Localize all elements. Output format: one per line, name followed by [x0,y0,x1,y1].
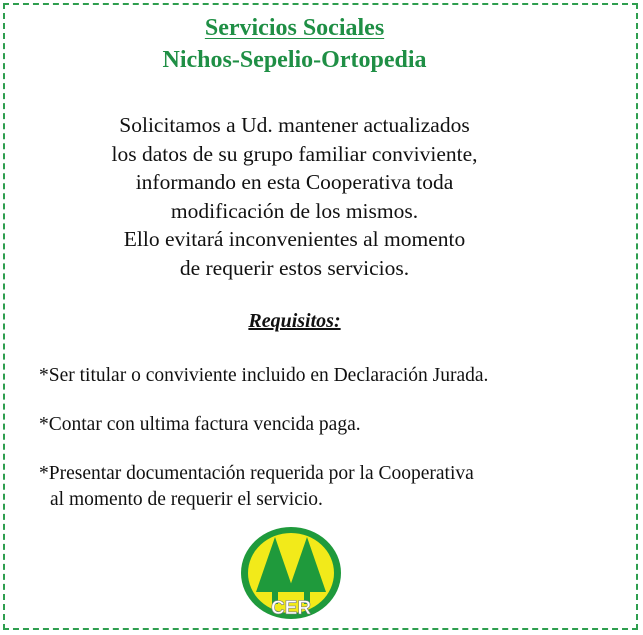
title-services: Servicios Sociales [204,15,385,41]
intro-line: los datos de su grupo familiar conviviente, [111,141,478,166]
requirements-list [39,363,488,536]
intro-line: modificación de los mismos. [170,198,419,223]
intro-line: informando en esta Cooperativa toda [135,170,454,195]
intro-line: Ello evitará inconvenientes al momento [123,227,466,252]
requirement-item [39,461,488,513]
requirement-line: *Ser titular o conviviente incluido en Declaración Jurada. [39,365,489,386]
cer-logo [239,525,343,621]
requirement-item [39,412,488,438]
intro-line: Solicitamos a Ud. mantener actualizados [119,113,470,137]
intro-paragraph [0,111,589,283]
requirement-item [39,363,488,389]
logo-text: CER [270,598,312,619]
requirements-heading: Requisitos: [248,310,341,332]
intro-line: de requerir estos servicios. [179,255,410,280]
title-subtitle: Nichos-Sepelio-Ortopedia [162,47,427,73]
requirement-line: *Presentar documentación requerida por la Cooperativa [39,463,474,484]
requirement-line: *Contar con ultima factura vencida paga. [39,414,361,435]
requirement-line: al momento de requerir el servicio. [50,489,323,510]
